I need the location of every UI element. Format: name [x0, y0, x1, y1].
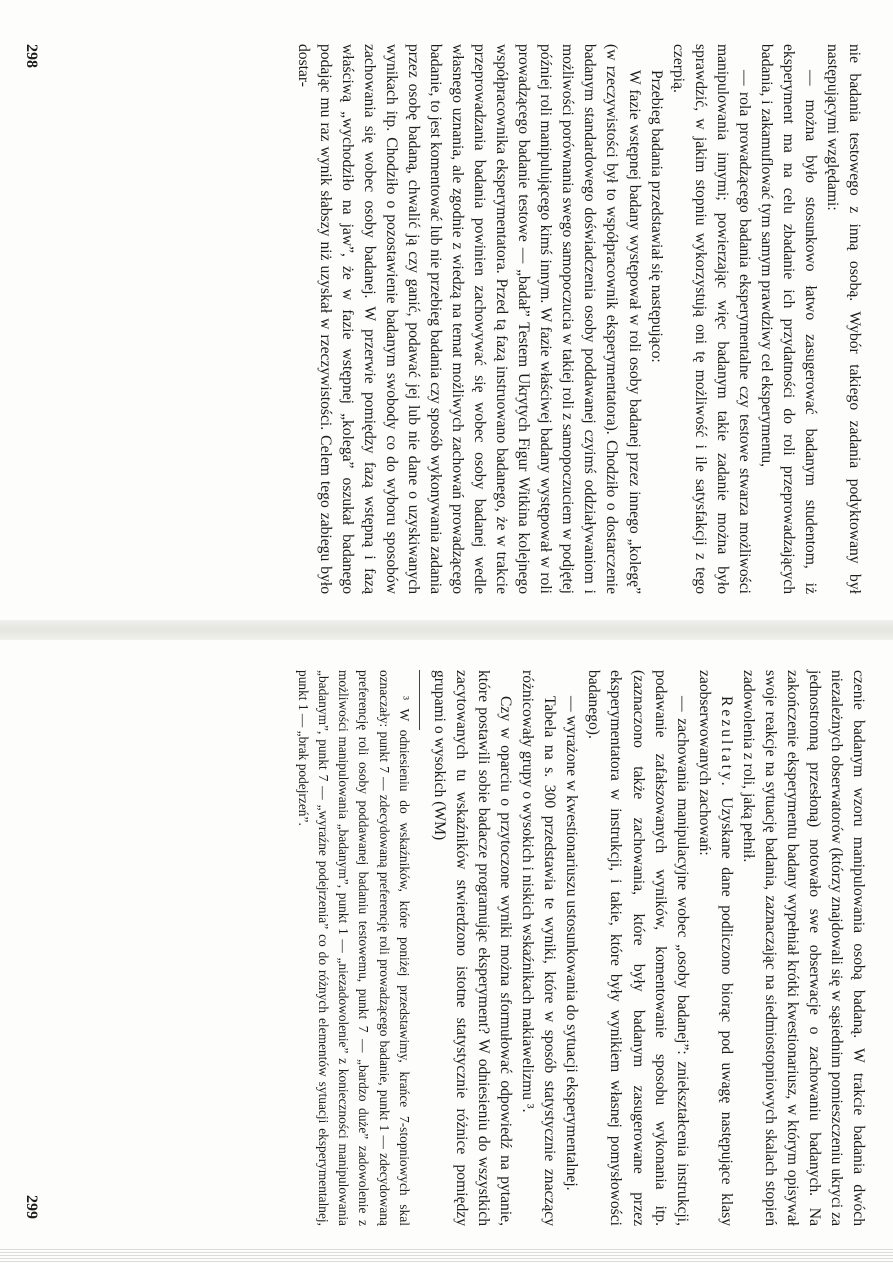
- paragraph: Przebieg badania przedstawiał się następująco:: [647, 70, 665, 363]
- book-gutter: [0, 620, 893, 640]
- left-page: [0, 0, 893, 620]
- footnote-text: ³ W odniesieniu do wskaźników, które poniżej przedstawimy, krańce 7-stopniowych skal oznaczały: punkt 7 — zdecydowaną preferencję roli prowadzącego badanie, punkt 1 — zdecydowaną preferencję roli osoby poddawanej badaniu testowemu, punkt 7 — „bardzo duże” zadowolenie z możliwości manipulowania „badanym”, punkt 1 — „niezadowolenie” z konieczności manipulowania „badanym”, punkt 7 — „wyraźne podejrzenia” co do różnych elementów sytuacji eksperymentalnej, punkt 1 — „brak podejrzeń”.: [295, 670, 413, 1226]
- page-number: 299: [23, 1195, 40, 1219]
- paragraph: nie badania testowego z inną osobą. Wybór takiego zadania podyktowany był następującymi względami:: [823, 44, 863, 594]
- results-text: Uzyskane dane podliczono biorąc pod uwagę następujące klasy zaobserwowanych zachowań:: [695, 670, 735, 1226]
- paragraph: Tabela na s. 300 przedstawia te wyniki, które w sposób statystycznie znaczący różnicowały grupy o wysokich i niskich wskaźnikach makiawelizmu ³.: [519, 670, 559, 1226]
- results-label: Rezultaty.: [717, 696, 735, 789]
- paragraph: — rola prowadzącego badania eksperymentalne czy testowe stwarza możliwości manipulowania innymi; powierzając więc badanym takie zadanie można było sprawdzić, w jakim stopniu wykorzystują oni tę możliwość i ile satysfakcji z tego czerpią.: [669, 44, 753, 594]
- paragraph: — można było stosunkowo łatwo zasugerować badanym studentom, iż eksperyment ma na celu zbadanie ich przydatności do roli przeprowadzających badania, i zakamuflować tym samym prawdziwy cel eksperymentu,: [757, 44, 819, 594]
- left-page-text: [292, 44, 865, 594]
- results-paragraph: [693, 670, 737, 1226]
- page-number: 298: [23, 44, 40, 68]
- paragraph: Czy w oparciu o przytoczone wyniki można sformułować odpowiedź na pytanie, które postawili sobie badacze programując eksperyment? W odniesieniu do wszystkich zacytowanych tu wskaźników stwierdzono istotne statystycznie różnice pomiędzy grupami o wysokich (WM): [431, 670, 515, 1226]
- paragraph: — wyrażone w kwestionariuszu ustosunkowania do sytuacji eksperymentalnej.: [563, 696, 581, 1191]
- paragraph: — zachowania manipulacyjne wobec „osoby badanej”: zniekształcenia instrukcji, podawanie zafałszowanych wyników, komentowanie sposobu wykonania itp. (zaznaczono także zachowania, które były badanym zasugerowane przez eksperymentatora w instrukcji, i takie, które były wynikiem własnej pomysłowości badanego).: [585, 670, 691, 1226]
- paragraph: W fazie wstępnej badany występował w roli osoby badanej przez innego „kolegę” (w rzeczywistości był to współpracownik eksperymentatora). Chodziło o dostarczenie badanym standardowego doświadczenia osoby poddawanej czyimś oddziaływaniom i możliwości porównania swego samopoczucia w takiej roli z samopoczuciem w podjętej później roli manipulującego kimś innym. W fazie właściwej badany występował w roli prowadzącego badanie testowe — „badał” Testem Ukrytych Figur Witkina kolejnego współpracownika eksperymentatora. Przed tą fazą instruowano badanego, że w trakcie przeprowadzania badania powinien zachowywać się wobec osoby badanej wedle własnego uznania, ale zgodnie z wiedzą na temat możliwych zachowań prowadzącego badanie, to jest komentować lub nie przebieg badania czy sposób wykonywania zadania przez osobę badaną, chwalić ją czy ganić, podawać jej lub nie dane o uzyskiwanych wynikach itp. Chodziło o pozostawienie badanym swobody co do wyboru sposobów zachowania się wobec osoby badanej. W przerwie pomiędzy fazą wstępną i fazą właściwą „wychodziło na jaw”, że w fazie wstępnej „kolega” oszukał badanego podając mu raz wynik słabszy niż uzyskał w rzeczywistości. Celem tego zabiegu było dostar-: [294, 44, 643, 594]
- paragraph: czenie badanym wzoru manipulowania osobą badaną. W trakcie badania dwóch niezależnych obserwatorów (którzy znajdowali się w sąsiednim pomieszczeniu ukryci za jednostronną przesłoną) notowało swe obserwacje o zachowaniu badanych. Na zakończenie eksperymentu badany wypełniał krótki kwestionariusz, w którym opisywał swoje reakcje na sytuację badania, zaznaczając na siedmiostopniowych skalach stopień zadowolenia z roli, jaką pełnił.: [739, 670, 867, 1226]
- footnote-rule: [419, 670, 420, 730]
- page-edge: [0, 1249, 893, 1263]
- footnote: [292, 670, 420, 1226]
- right-page-text: [292, 670, 869, 1226]
- right-page: [0, 640, 893, 1263]
